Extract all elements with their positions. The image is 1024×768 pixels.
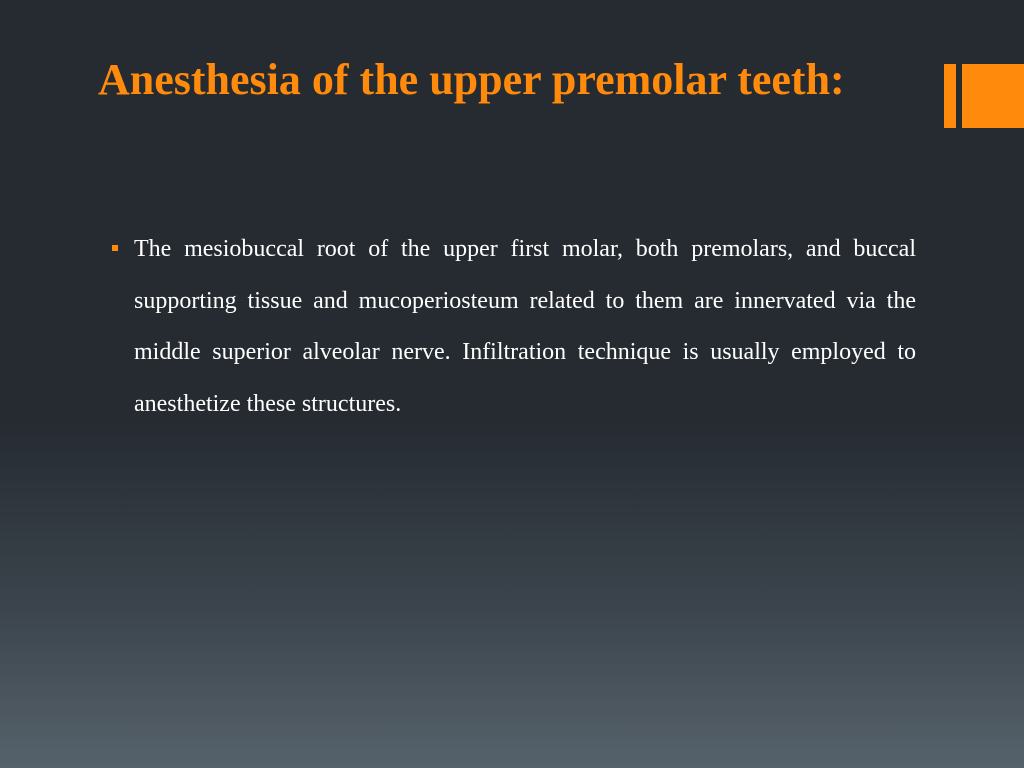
bullet-text: The mesiobuccal root of the upper first molar, both premolars, and buccal supporting tissue and mucoperiosteum related to them are innervated via the middle superior alveolar nerve. Infiltration technique is usually employed to anesthetize these structures.	[134, 236, 916, 417]
slide-title: Anesthesia of the upper premolar teeth:	[98, 55, 845, 104]
square-bullet-icon	[112, 245, 118, 251]
list-item	[112, 224, 916, 430]
bullet-list	[112, 224, 916, 430]
accent-bar-thin	[944, 64, 956, 128]
accent-bar-thick	[962, 64, 1024, 128]
